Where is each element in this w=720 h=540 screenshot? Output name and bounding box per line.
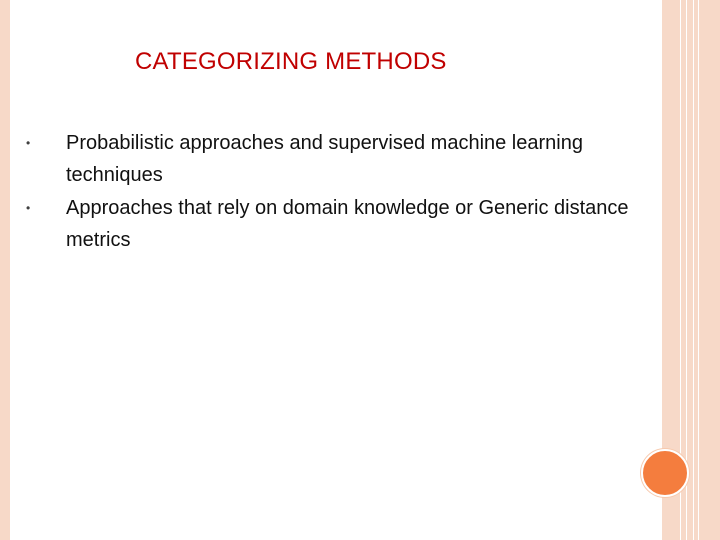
right-border-line <box>693 0 694 540</box>
slide-title: CATEGORIZING METHODS <box>135 48 447 75</box>
bullet-dot-icon: • <box>26 136 31 150</box>
bullet-text: Probabilistic approaches and supervised machine learning techniques <box>66 132 583 186</box>
bullet-dot-icon: • <box>26 201 31 215</box>
right-border-line <box>686 0 687 540</box>
bullet-list <box>26 130 646 260</box>
right-border-line <box>698 0 699 540</box>
bullet-item <box>26 192 646 256</box>
bullet-item <box>26 127 646 191</box>
orange-circle-decoration <box>641 449 689 497</box>
left-border-decoration <box>0 0 10 540</box>
bullet-text: Approaches that rely on domain knowledge or Generic distance metrics <box>66 197 629 251</box>
